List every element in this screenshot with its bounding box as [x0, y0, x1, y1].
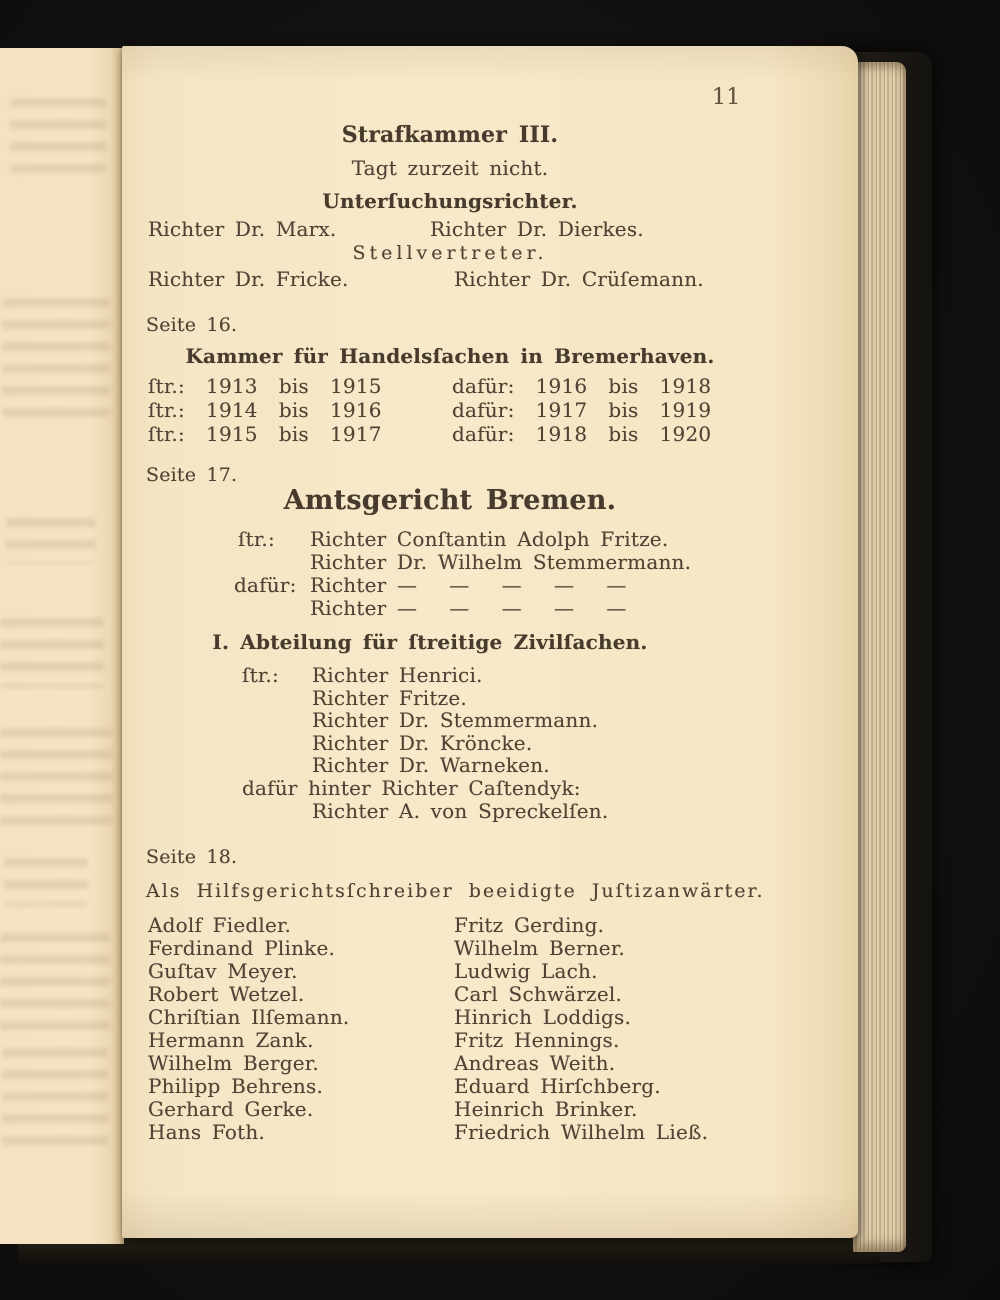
list-item: Chriſtian Ilſemann.	[148, 1005, 350, 1029]
richter-blank-line	[310, 574, 632, 596]
table-cell: ſtr.: 1914 bis 1916	[148, 398, 382, 422]
list-item: Gerhard Gerke.	[148, 1097, 314, 1121]
richter-word: Richter	[310, 596, 397, 620]
heading-stellvertreter: Stellvertreter.	[352, 242, 548, 264]
list-item: Wilhelm Berner.	[454, 936, 625, 960]
list-item: Richter Dr. Stemmermann.	[312, 708, 599, 732]
table-cell: ſtr.: 1913 bis 1915	[148, 374, 382, 398]
list-item: Fritz Gerding.	[454, 913, 605, 937]
ghost-text-smudge	[0, 933, 110, 1033]
heading-untersuchungsrichter: Unterſuchungsrichter.	[322, 189, 578, 213]
label-dafuer: dafür:	[234, 573, 297, 597]
blank-dashes: — — — — —	[396, 573, 633, 597]
list-item: Richter Fritze.	[312, 686, 467, 710]
richter-spreckelsen: Richter A. von Spreckelſen.	[312, 799, 609, 823]
list-item: Ludwig Lach.	[454, 959, 598, 983]
richter-cruesemann: Richter Dr. Crüſemann.	[454, 267, 704, 291]
label-str: ſtr.:	[238, 527, 275, 551]
list-item: Adolf Fiedler.	[148, 913, 292, 937]
richter-fritze-line: Richter Conſtantin Adolph Fritze.	[310, 527, 669, 551]
book-page	[122, 46, 858, 1238]
ghost-text-smudge	[2, 1048, 108, 1148]
richter-fricke: Richter Dr. Fricke.	[148, 267, 349, 291]
list-item: Guſtav Meyer.	[148, 959, 298, 983]
ghost-text-smudge	[0, 618, 104, 688]
list-item: Hinrich Loddigs.	[454, 1005, 632, 1029]
ghost-text-smudge	[10, 98, 106, 173]
list-item: Carl Schwärzel.	[454, 982, 623, 1006]
table-cell: dafür: 1918 bis 1920	[452, 422, 712, 446]
strafkammer-note: Tagt zurzeit nicht.	[351, 156, 549, 180]
list-item: Richter Dr. Warneken.	[312, 753, 550, 777]
table-cell: dafür: 1916 bis 1918	[452, 374, 712, 398]
richter-word: Richter	[310, 573, 397, 597]
section-title-strafkammer: Strafkammer III.	[341, 122, 559, 148]
blank-dashes: — — — — —	[396, 596, 633, 620]
list-item: Hans Foth.	[148, 1120, 265, 1144]
page-number: 11	[712, 85, 741, 110]
dafuer-hinter-line: dafür hinter Richter Caſtendyk:	[242, 776, 581, 800]
facing-page-edge	[0, 48, 124, 1244]
page-stack-edges	[853, 62, 906, 1252]
seite-17-label: Seite 17.	[146, 464, 238, 486]
richter-stemmermann-line: Richter Dr. Wilhelm Stemmermann.	[310, 550, 692, 574]
seite-18-label: Seite 18.	[146, 846, 238, 868]
heading-amtsgericht-bremen: Amtsgericht Bremen.	[283, 485, 617, 516]
list-item: Friedrich Wilhelm Ließ.	[454, 1120, 709, 1144]
list-item: Eduard Hirſchberg.	[454, 1074, 661, 1098]
list-item: Philipp Behrens.	[148, 1074, 324, 1098]
heading-justizanwaerter: Als Hilfsgerichtsſchreiber beeidigte Juſtizanwärter.	[146, 880, 765, 902]
ghost-text-smudge	[6, 518, 96, 564]
label-str: ſtr.:	[242, 663, 279, 687]
list-item: Richter Dr. Kröncke.	[312, 731, 533, 755]
book-cover-bottom-edge	[18, 1236, 880, 1264]
heading-abteilung-1: I. Abteilung für ſtreitige Zivilſachen.	[212, 630, 648, 654]
list-item: Ferdinand Plinke.	[148, 936, 336, 960]
richter-dierkes: Richter Dr. Dierkes.	[430, 217, 644, 241]
list-item: Wilhelm Berger.	[148, 1051, 319, 1075]
list-item: Heinrich Brinker.	[454, 1097, 638, 1121]
seite-16-label: Seite 16.	[146, 314, 238, 336]
list-item: Robert Wetzel.	[148, 982, 305, 1006]
richter-blank-line	[310, 597, 632, 619]
list-item: Richter Henrici.	[312, 663, 483, 687]
list-item: Hermann Zank.	[148, 1028, 314, 1052]
richter-marx: Richter Dr. Marx.	[148, 217, 337, 241]
ghost-text-smudge	[4, 858, 88, 906]
heading-kammer-handelssachen: Kammer für Handelsſachen in Bremerhaven.	[185, 344, 715, 368]
table-cell: ſtr.: 1915 bis 1917	[148, 422, 382, 446]
list-item: Andreas Weith.	[454, 1051, 616, 1075]
table-cell: dafür: 1917 bis 1919	[452, 398, 712, 422]
ghost-text-smudge	[2, 298, 110, 418]
list-item: Fritz Hennings.	[454, 1028, 620, 1052]
ghost-text-smudge	[0, 728, 112, 838]
